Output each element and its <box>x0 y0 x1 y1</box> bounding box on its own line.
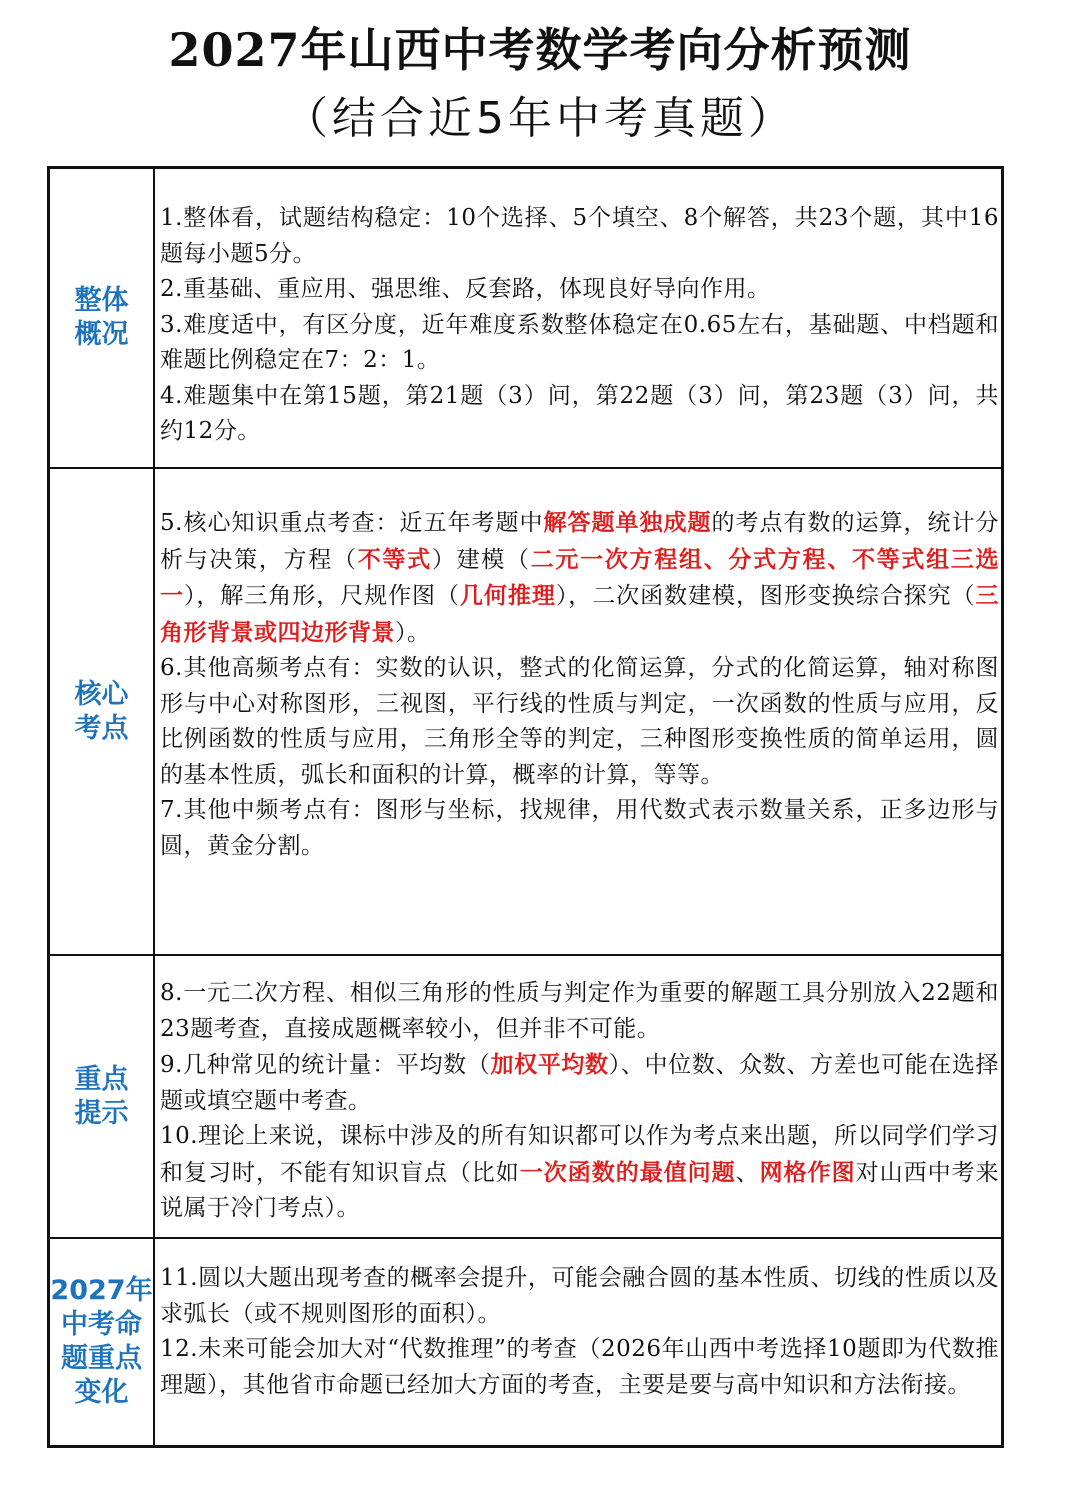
section-label <box>50 169 155 467</box>
point-text: ），解三角形，尺规作图（ <box>183 583 460 609</box>
point-item <box>160 793 999 864</box>
highlight-text: 二元一次方程组、分式方程、不等式组三选一 <box>160 545 1000 609</box>
section-content <box>160 1239 999 1445</box>
point-text: 8.一元二次方程、相似三角形的性质与判定作为重要的解题工具分别放入22题和23题考查，直接成题概率较小，但并非不可能。 <box>160 980 999 1042</box>
point-text: 1.整体看，试题结构稳定：10个选择、5个填空、8个解答，共23个题，其中16题每小题5分。 <box>160 205 999 267</box>
highlight-text: 几何推理 <box>459 582 556 609</box>
section-label <box>50 956 155 1237</box>
point-item <box>160 1047 999 1119</box>
label-line: 2027年 <box>50 1275 153 1306</box>
point-text: 11.圆以大题出现考查的概率会提升，可能会融合圆的基本性质、切线的性质以及求弧长（或不规则图形的面积）。 <box>160 1265 999 1327</box>
point-item <box>160 976 999 1047</box>
point-item <box>160 1332 999 1403</box>
label-line: 提示 <box>74 1097 129 1129</box>
point-text: ）建模（ <box>431 546 531 573</box>
section-content <box>160 469 999 954</box>
highlight-text: 网格作图 <box>759 1158 856 1186</box>
label-line: 核心 <box>74 678 129 710</box>
section-label-text <box>50 1274 152 1410</box>
section-2027-changes <box>50 1239 1001 1445</box>
point-text: ），二次函数建模，图形变换综合探究（ <box>555 583 976 609</box>
point-item <box>160 1119 999 1227</box>
point-text: 12.未来可能会加大对“代数推理”的考查（2026年山西中考选择10题即为代数推理题），其他省市命题已经加大方面的考查，主要是要与高中知识和方法衔接。 <box>160 1336 999 1398</box>
point-text: 3.难度适中，有区分度，近年难度系数整体稳定在0.65左右，基础题、中档题和难题比例稳定在7：2：1。 <box>160 311 999 373</box>
section-label-text <box>75 678 129 746</box>
point-item <box>160 379 999 450</box>
label-line: 中考命 <box>61 1309 142 1340</box>
section-core-points <box>50 469 1001 956</box>
page-title: 2027年山西中考数学考向分析预测 <box>168 23 912 77</box>
section-label <box>50 1239 155 1445</box>
point-text: 9.几种常见的统计量：平均数（ <box>160 1052 491 1078</box>
label-line: 变化 <box>74 1377 129 1408</box>
label-line: 整体 <box>74 285 129 316</box>
point-item <box>160 1261 999 1332</box>
highlight-text: 三角形背景或四边形背景 <box>160 582 1000 646</box>
section-overview <box>50 169 1001 469</box>
section-label-text <box>75 1063 129 1131</box>
section-label-text <box>75 284 129 352</box>
point-text: ）。 <box>395 619 431 646</box>
label-line: 重点 <box>74 1063 129 1095</box>
point-text: 7.其他中频考点有：图形与坐标，找规律，用代数式表示数量关系，正多边形与圆，黄金分割。 <box>160 797 999 859</box>
point-text: 6.其他高频考点有：实数的认识，整式的化简运算，分式的化简运算，轴对称图形与中心对称图形，三视图，平行线的性质与判定，一次函数的性质与应用，反比例函数的性质与应用，三角形全等的判定，三种图形变换性质的简单运用，圆的基本性质，弧长和面积的计算，概率的计算，等等。 <box>160 655 999 788</box>
page-subtitle: （结合近5年中考真题） <box>284 93 796 144</box>
point-text: 对山西中考来说属于冷门考点）。 <box>160 1159 1000 1221</box>
point-text: ）、中位数、众数、方差也可能在选择题或填空题中考查。 <box>160 1052 1000 1114</box>
highlight-text: 加权平均数 <box>490 1051 609 1078</box>
point-item <box>160 505 999 651</box>
label-line: 题重点 <box>61 1343 142 1374</box>
point-text: 4.难题集中在第15题，第21题（3）问，第22题（3）问，第23题（3）问，共约12分。 <box>160 382 999 444</box>
label-line: 概况 <box>74 319 129 350</box>
section-key-tips <box>50 956 1001 1239</box>
highlight-text: 一次函数的最值问题 <box>519 1158 736 1186</box>
point-item <box>160 201 999 272</box>
point-text: 的考点有数的运算，统计分析与决策，方程（ <box>160 510 999 573</box>
point-text: 5.核心知识重点考查：近五年考题中 <box>160 510 544 536</box>
point-item <box>160 651 999 793</box>
analysis-table <box>47 166 1004 1448</box>
label-line: 考点 <box>74 712 129 744</box>
highlight-text: 解答题单独成题 <box>543 509 712 536</box>
section-label <box>50 469 155 954</box>
section-content <box>160 956 999 1237</box>
point-item <box>160 272 999 308</box>
point-text: 10.理论上来说，课标中涉及的所有知识都可以作为考点来出题，所以同学们学习和复习时，不能有知识盲点（比如 <box>160 1123 999 1186</box>
point-text: 2.重基础、重应用、强思维、反套路，体现良好导向作用。 <box>160 276 771 302</box>
highlight-text: 不等式 <box>357 545 432 573</box>
point-text: 、 <box>735 1159 760 1186</box>
point-item <box>160 308 999 379</box>
section-content <box>160 169 999 467</box>
